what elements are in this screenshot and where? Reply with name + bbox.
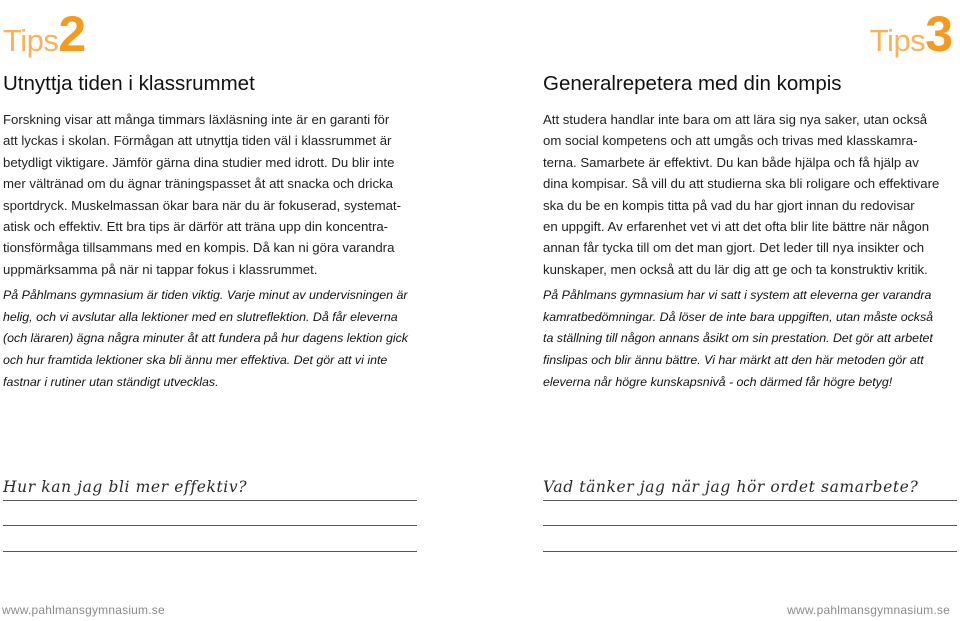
body-line: sportdryck. Muskelmassan ökar bara när du är fokuserad, systemat- — [3, 197, 401, 213]
body-line: dina kompisar. Så vill du att studierna ska bli roligare och effektivare — [543, 176, 940, 192]
body-line: mer vältränad om du ägnar träningspasset åt att snacka och dricka — [3, 176, 393, 192]
body-line: annan får tycka till om det man gjort. Det leder till nya insikter och — [543, 240, 925, 256]
italic-line: ta ställning till någon annans åsikt om sin prestation. Det gör att arbetet — [543, 331, 933, 346]
footer-url[interactable]: www.pahlmansgymnasium.se — [787, 603, 950, 617]
writing-line[interactable] — [543, 525, 957, 526]
right-body — [543, 109, 939, 280]
left-heading: Utnyttja tiden i klassrummet — [3, 72, 255, 95]
italic-line: finslipas och blir ännu bättre. Vi har märkt att den här metoden gör att — [543, 353, 924, 368]
body-line: Forskning visar att många timmars läxläsning inte är en garanti för — [3, 112, 390, 127]
italic-line: helig, och vi avslutar alla lektioner med en slutreflektion. Då får eleverna — [3, 309, 398, 324]
body-line: om social kompetens och att umgås och trivas med klasskamra- — [543, 133, 918, 149]
body-line: en uppgift. Av erfarenhet vet vi att det ofta blir lite bättre när någon — [543, 219, 930, 235]
italic-line: och hur framtida lektioner ska bli ännu mer effektiva. Det gör att vi inte — [3, 353, 388, 368]
writing-line[interactable] — [3, 500, 417, 501]
italic-line: kamratbedömningar. Då löser de inte bara uppgiften, utan måste också — [543, 309, 934, 324]
body-line: ska du be en kompis titta på vad du har gjort innan du redovisar — [543, 197, 915, 213]
tips-word: Tips — [869, 23, 926, 58]
body-line: kunskaper, men också att du lär dig att ge och ta konstruktiv kritik. — [543, 261, 928, 277]
italic-line: fastnar i rutiner utan ständigt utvecklas. — [3, 374, 219, 389]
left-question: Hur kan jag bli mer effektiv? — [3, 478, 248, 496]
tips-word: Tips — [3, 23, 59, 58]
body-line: atisk och effektiv. Ett bra tips är därför att träna upp din koncentra- — [3, 219, 389, 235]
right-question: Vad tänker jag när jag hör ordet samarbete? — [543, 478, 919, 496]
tips-3-header — [870, 6, 952, 75]
body-line: betydligt viktigare. Jämför gärna dina studier med idrott. Du blir inte — [3, 154, 395, 170]
italic-line: På Påhlmans gymnasium är tiden viktig. Varje minut av undervisningen är — [3, 288, 408, 302]
writing-line[interactable] — [3, 551, 417, 552]
body-line: att lyckas i skolan. Förmågan att utnyttja tiden väl i klassrummet är — [3, 133, 392, 149]
italic-line: (och läraren) ägna några minuter åt att fundera på hur dagens lektion gick — [3, 331, 409, 346]
left-italic-body — [3, 285, 408, 394]
italic-line: På Påhlmans gymnasium har vi satt i system att eleverna ger varandra — [543, 288, 932, 302]
footer-url[interactable]: www.pahlmansgymnasium.se — [2, 603, 165, 617]
body-line: terna. Samarbete är effektivt. Du kan både hjälpa och få hjälp av — [543, 154, 919, 170]
writing-line[interactable] — [543, 500, 957, 501]
tips-2-header — [3, 6, 85, 75]
tips-number: 3 — [925, 6, 952, 62]
right-heading: Generalrepetera med din kompis — [543, 72, 842, 95]
body-line: Att studera handlar inte bara om att lära sig nya saker, utan också — [543, 112, 928, 127]
left-body — [3, 109, 401, 280]
writing-line[interactable] — [543, 551, 957, 552]
italic-line: eleverna når högre kunskapsnivå - och därmed får högre betyg! — [543, 374, 893, 389]
writing-line[interactable] — [3, 525, 417, 526]
right-italic-body — [543, 285, 933, 394]
body-line: uppmärksamma på när ni tappar fokus i klassrummet. — [3, 261, 318, 277]
body-line: tionsförmåga tillsammans med en kompis. Då kan ni göra varandra — [3, 240, 395, 256]
tips-number: 2 — [58, 6, 86, 62]
